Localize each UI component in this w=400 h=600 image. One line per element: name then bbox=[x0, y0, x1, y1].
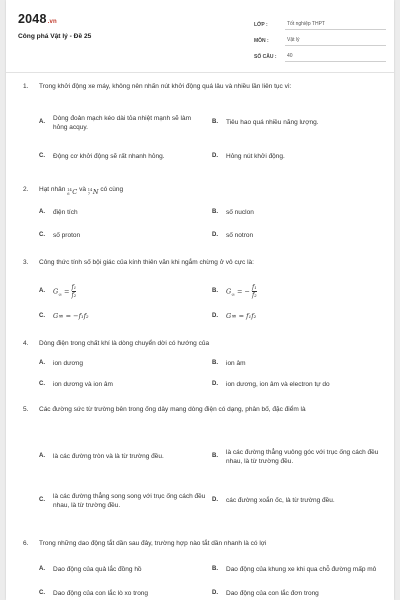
option-text: G∞ = f₁f₂ bbox=[226, 312, 257, 321]
option-c[interactable] bbox=[39, 311, 199, 323]
denominator: f₂ bbox=[252, 291, 257, 299]
option-text: ion dương và ion âm bbox=[53, 381, 113, 389]
option-c[interactable] bbox=[39, 380, 199, 390]
option-text: Dao động của con lắc lò xo trong bbox=[53, 590, 149, 598]
option-label: A. bbox=[39, 453, 45, 460]
option-label: B. bbox=[212, 566, 218, 573]
option-text: Tiêu hao quá nhiều năng lượng. bbox=[226, 119, 319, 127]
atomic-number: 7 bbox=[87, 191, 91, 196]
option-b[interactable] bbox=[212, 441, 382, 473]
exam-header bbox=[6, 0, 394, 72]
question-text: Trong khởi động xe máy, không nên nhấn nút khởi động quá lâu và nhiều lần liên tục vì: bbox=[39, 83, 292, 90]
option-text: là các đường tròn và là từ trường đều. bbox=[53, 453, 164, 461]
option-label: B. bbox=[212, 209, 218, 216]
meta-class-label: LỚP : bbox=[254, 22, 268, 28]
option-text: G∞ = −f₁f₂ bbox=[53, 312, 89, 321]
option-text: Hỏng nút khởi động. bbox=[226, 153, 285, 161]
meta-subject-value: Vật lý bbox=[285, 37, 386, 46]
option-label: C. bbox=[39, 232, 45, 239]
mass-number: 14 bbox=[87, 188, 93, 192]
option-label: B. bbox=[212, 119, 218, 126]
formula-sub: ∞ bbox=[231, 292, 235, 298]
mass-number: 14 bbox=[67, 188, 72, 192]
option-text: là các đường thẳng song song với trục ống cách đều nhau, là từ trường đều. bbox=[53, 492, 206, 509]
option-label: A. bbox=[39, 209, 45, 216]
option-d[interactable] bbox=[212, 589, 382, 599]
element-symbol: N bbox=[92, 188, 99, 197]
option-text: Động cơ khởi động sẽ rất nhanh hỏng. bbox=[53, 153, 165, 161]
option-c[interactable] bbox=[39, 146, 199, 168]
exam-title: Công phá Vật lý - Đề 25 bbox=[18, 33, 92, 40]
option-a[interactable] bbox=[39, 208, 199, 218]
option-text: Dao động của con lắc đơn trong bbox=[226, 590, 319, 598]
option-text: số proton bbox=[53, 232, 81, 240]
formula-lhs: G bbox=[53, 287, 59, 296]
site-logo[interactable] bbox=[18, 12, 57, 26]
option-text: Dao động của quả lắc đồng hồ bbox=[53, 566, 142, 574]
option-label: D. bbox=[212, 381, 218, 388]
option-label: C. bbox=[39, 497, 45, 504]
formula-a bbox=[53, 284, 76, 300]
question-text-part: Hạt nhân bbox=[39, 186, 66, 193]
option-d[interactable] bbox=[212, 146, 382, 168]
option-text: số nuclon bbox=[226, 209, 254, 217]
meta-count-label: SỐ CÂU : bbox=[254, 54, 277, 60]
option-label: B. bbox=[212, 360, 218, 367]
option-label: D. bbox=[212, 153, 218, 160]
option-text: ion âm bbox=[226, 360, 246, 368]
option-text: ion dương bbox=[53, 360, 83, 368]
option-text: điện tích bbox=[53, 209, 78, 217]
option-a[interactable] bbox=[39, 559, 199, 581]
question-number: 2. bbox=[23, 186, 29, 193]
option-text: số notron bbox=[226, 232, 254, 240]
element-symbol: C bbox=[72, 188, 78, 197]
option-label: D. bbox=[212, 232, 218, 239]
question-text: Các đường sức từ trường bên trong ống dây mang dòng điện có dạng, phân bố, đặc điểm là bbox=[39, 406, 306, 413]
option-c[interactable] bbox=[39, 231, 199, 241]
option-b[interactable] bbox=[212, 278, 382, 306]
option-d[interactable] bbox=[212, 380, 387, 390]
formula-b bbox=[226, 284, 257, 300]
meta-subject-label: MÔN : bbox=[254, 38, 269, 44]
option-b[interactable] bbox=[212, 559, 382, 581]
option-label: A. bbox=[39, 119, 45, 126]
question-text bbox=[39, 185, 379, 198]
option-label: D. bbox=[212, 497, 218, 504]
formula-lhs: G bbox=[226, 287, 232, 296]
option-a[interactable] bbox=[39, 359, 199, 369]
header-divider bbox=[6, 72, 394, 73]
option-label: D. bbox=[212, 313, 218, 320]
question-number: 6. bbox=[23, 540, 29, 547]
option-d[interactable] bbox=[212, 231, 382, 241]
option-label: C. bbox=[39, 590, 45, 597]
question-number: 3. bbox=[23, 259, 29, 266]
question-text-part: có cùng bbox=[100, 186, 124, 193]
option-label: C. bbox=[39, 381, 45, 388]
question-number: 5. bbox=[23, 406, 29, 413]
option-b[interactable] bbox=[212, 359, 382, 369]
option-b[interactable] bbox=[212, 208, 382, 218]
meta-subject-row bbox=[254, 30, 386, 46]
fraction bbox=[72, 284, 77, 299]
nuclide-carbon bbox=[67, 187, 77, 198]
option-label: C. bbox=[39, 313, 45, 320]
option-text: Dòng đoản mạch kéo dài tỏa nhiệt mạnh sẽ làm hỏng acquy. bbox=[53, 114, 192, 131]
formula-eq: = bbox=[61, 287, 72, 296]
meta-count-row bbox=[254, 46, 386, 62]
option-label: A. bbox=[39, 566, 45, 573]
logo-tld: .vn bbox=[47, 19, 57, 25]
option-b[interactable] bbox=[212, 112, 382, 134]
option-a[interactable] bbox=[39, 112, 199, 134]
option-d[interactable] bbox=[212, 311, 382, 323]
formula-sub: ∞ bbox=[58, 292, 62, 298]
option-text: là các đường thẳng vuông góc với trục ống cách đều nhau, là từ trường đều. bbox=[226, 448, 379, 465]
formula-eq: = − bbox=[234, 287, 253, 296]
fraction bbox=[252, 284, 257, 299]
option-d[interactable] bbox=[212, 485, 387, 517]
option-text: các đường xoắn ốc, là từ trường đều. bbox=[226, 497, 335, 505]
meta-class-row bbox=[254, 14, 386, 30]
numerator: f₁ bbox=[71, 283, 77, 291]
numerator: f₁ bbox=[252, 283, 257, 291]
option-label: D. bbox=[212, 590, 218, 597]
option-text: ion dương, ion âm và electron tự do bbox=[226, 381, 330, 389]
question-number: 4. bbox=[23, 340, 29, 347]
nuclide-nitrogen bbox=[88, 187, 99, 198]
question-text: Dòng điện trong chất khí là dòng chuyển dời có hướng của bbox=[39, 340, 210, 347]
option-a[interactable] bbox=[39, 441, 199, 473]
logo-text: 2048 bbox=[18, 12, 47, 26]
question-text: Công thức tính số bội giác của kính thiên văn khi ngắm chừng ở vô cực là: bbox=[39, 259, 254, 266]
exam-meta bbox=[254, 14, 386, 62]
meta-class-value: Tốt nghiệp THPT bbox=[285, 21, 386, 30]
option-label: A. bbox=[39, 360, 45, 367]
atomic-number: 6 bbox=[67, 191, 70, 196]
question-text: Trong những dao động tắt dần sau đây, trường hợp nào tắt dần nhanh là có lợi bbox=[39, 540, 267, 547]
option-label: A. bbox=[39, 288, 45, 295]
meta-count-value: 40 bbox=[285, 53, 386, 62]
question-number: 1. bbox=[23, 83, 29, 90]
option-label: B. bbox=[212, 453, 218, 460]
exam-page bbox=[6, 0, 394, 600]
option-label: B. bbox=[212, 288, 218, 295]
denominator: f₂ bbox=[71, 291, 77, 299]
option-a[interactable] bbox=[39, 278, 199, 306]
question-text-part: và bbox=[79, 186, 86, 193]
option-label: C. bbox=[39, 153, 45, 160]
option-text: Dao động của khung xe khi qua chỗ đường mấp mô bbox=[226, 566, 377, 574]
option-c[interactable] bbox=[39, 485, 209, 517]
option-c[interactable] bbox=[39, 589, 199, 599]
